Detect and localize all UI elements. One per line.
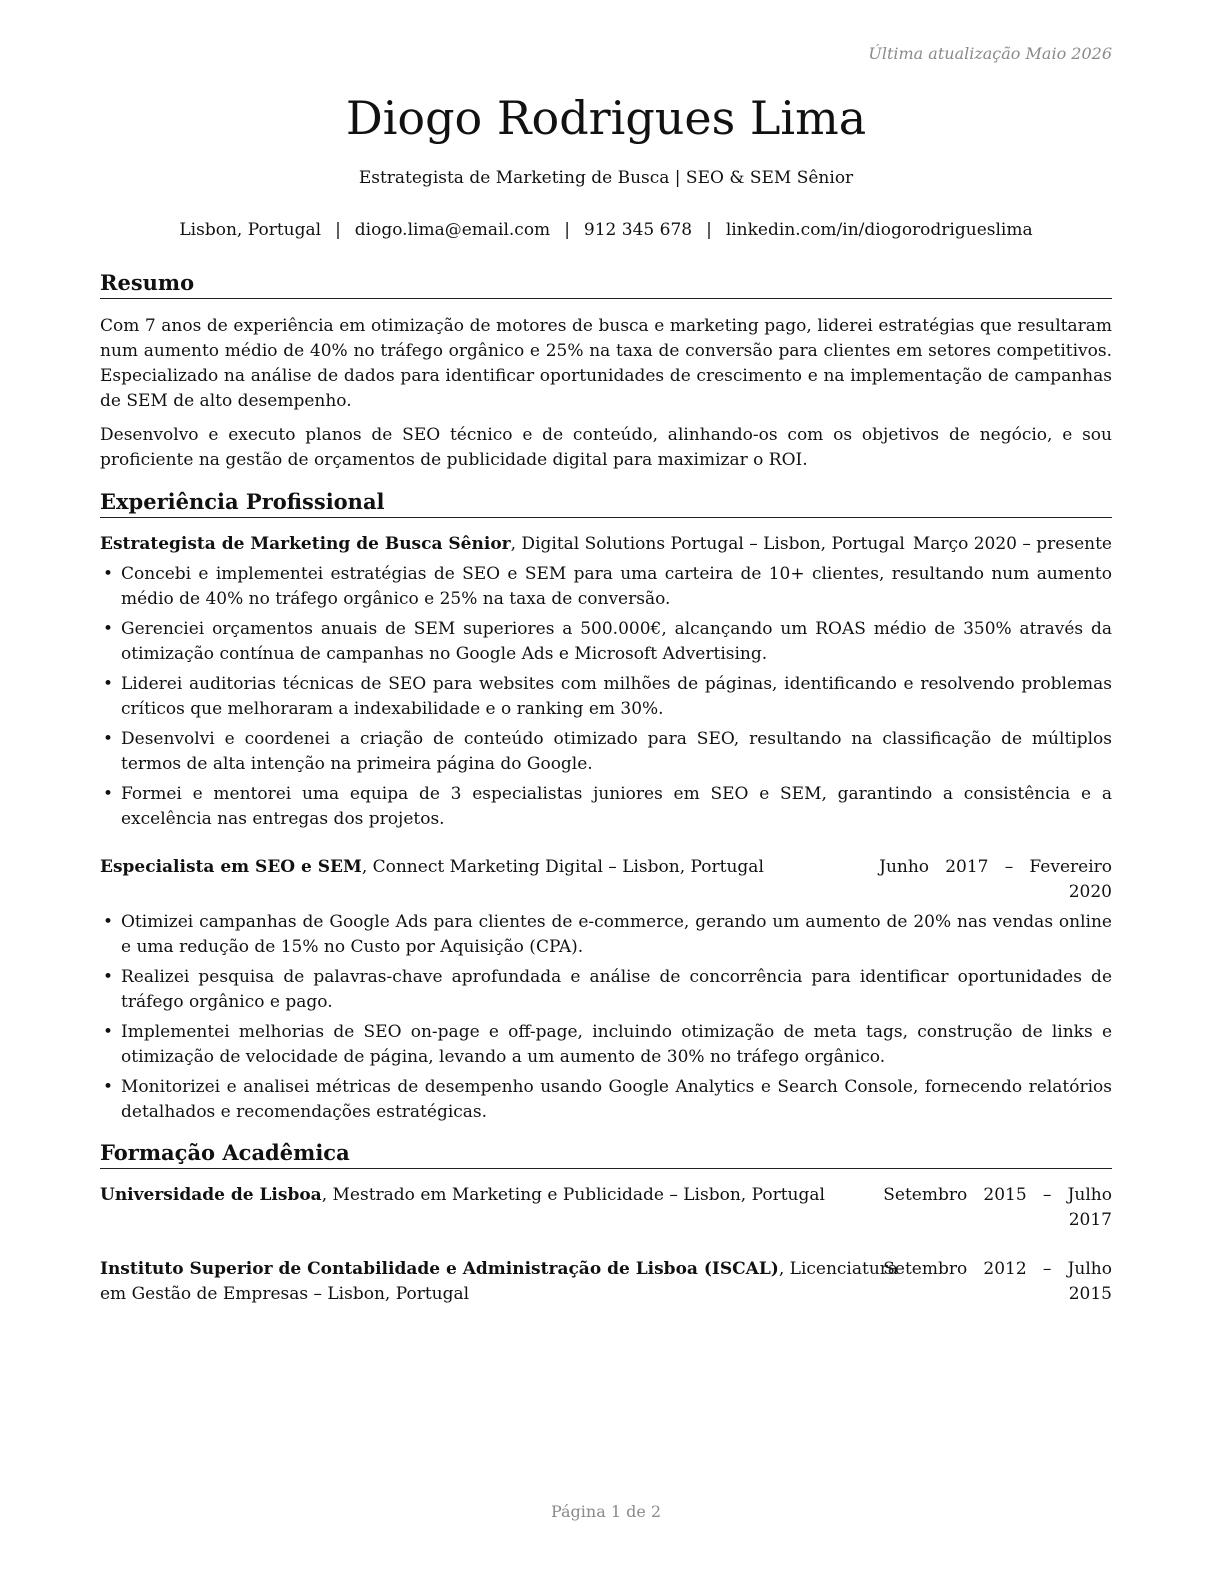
resume-page	[100, 0, 1112, 1584]
section-title-experience: Experiência Profissional	[100, 489, 1112, 518]
list-item: • Realizei pesquisa de palavras-chave aprofundada e análise de concorrência para identificar oportunidades de tráfego orgânico e pago.	[100, 965, 1112, 1015]
education-title-line	[100, 1257, 898, 1307]
contact-location: Lisbon, Portugal	[179, 220, 322, 240]
job-company: , Digital Solutions Portugal – Lisbon, Portugal	[510, 534, 905, 554]
list-item: • Gerenciei orçamentos anuais de SEM superiores a 500.000€, alcançando um ROAS médio de 350% através da otimização contínua de campanhas no Google Ads e Microsoft Advertising.	[100, 617, 1112, 667]
education-degree: , Licenciatura	[778, 1259, 899, 1279]
headline: Estrategista de Marketing de Busca | SEO & SEM Sênior	[358, 168, 854, 188]
education-dates-line: 2017	[1068, 1210, 1112, 1230]
job-title-line	[100, 532, 905, 557]
job-header	[100, 532, 1112, 557]
summary-paragraph: Desenvolvo e executo planos de SEO técnico e de conteúdo, alinhando-os com os objetivos de negócio, e sou proficiente na gestão de orçamentos de publicidade digital para maximizar o ROI.	[100, 425, 1112, 470]
education-dates-line: Setembro 2015 – Julho	[883, 1185, 1112, 1205]
education-dates-line: Setembro 2012 – Julho	[883, 1259, 1112, 1279]
list-item: • Liderei auditorias técnicas de SEO para websites com milhões de páginas, identificando e resolvendo problemas críticos que melhoraram a indexabilidade e o ranking em 30%.	[100, 672, 1112, 722]
education-dates	[883, 1257, 1112, 1307]
contact-email[interactable]: diogo.lima@email.com	[354, 220, 551, 240]
job-dates: Março 2020 – presente	[912, 534, 1112, 554]
education-entry	[100, 1257, 1112, 1307]
education-school: Universidade de Lisboa	[100, 1185, 322, 1205]
contact-linkedin[interactable]: linkedin.com/in/diogorodrigueslima	[725, 220, 1033, 240]
job-dates	[879, 855, 1112, 905]
contact-phone: 912 345 678	[583, 220, 693, 240]
job-dates-line: Junho 2017 – Fevereiro	[879, 857, 1112, 877]
job-bullets	[100, 910, 1112, 1130]
job-title-line	[100, 855, 764, 880]
education-dates-line: 2015	[1068, 1284, 1112, 1304]
last-updated: Última atualização Maio 2026	[868, 44, 1112, 63]
candidate-name: Diogo Rodrigues Lima	[345, 91, 867, 145]
education-degree-cont: em Gestão de Empresas – Lisbon, Portugal	[100, 1284, 470, 1304]
list-item: • Formei e mentorei uma equipa de 3 especialistas juniores em SEO e SEM, garantindo a consistência e a excelência nas entregas dos projetos.	[100, 782, 1112, 832]
education-degree: , Mestrado em Marketing e Publicidade – Lisbon, Portugal	[321, 1185, 825, 1205]
education-school: Instituto Superior de Contabilidade e Administração de Lisboa (ISCAL)	[100, 1259, 779, 1279]
list-item: • Monitorizei e analisei métricas de desempenho usando Google Analytics e Search Console, fornecendo relatórios detalhados e recomendações estratégicas.	[100, 1075, 1112, 1125]
job-role: Especialista em SEO e SEM	[100, 857, 362, 877]
education-title-line	[100, 1183, 825, 1208]
section-title-summary: Resumo	[100, 270, 1112, 299]
job-bullets	[100, 562, 1112, 837]
contact-line	[100, 220, 1112, 240]
job-header	[100, 855, 1112, 905]
page-number: Página 1 de 2	[550, 1502, 662, 1521]
contact-separator: |	[335, 220, 341, 240]
contact-separator: |	[706, 220, 712, 240]
list-item: • Implementei melhorias de SEO on-page e off-page, incluindo otimização de meta tags, construção de links e otimização de velocidade de página, levando a um aumento de 30% no tráfego orgânico.	[100, 1020, 1112, 1070]
list-item: • Otimizei campanhas de Google Ads para clientes de e-commerce, gerando um aumento de 20% nas vendas online e uma redução de 15% no Custo por Aquisição (CPA).	[100, 910, 1112, 960]
job-role: Estrategista de Marketing de Busca Sênior	[100, 534, 511, 554]
education-dates	[883, 1183, 1112, 1233]
education-entry	[100, 1183, 1112, 1233]
job-dates-line: 2020	[1068, 882, 1112, 902]
list-item: • Desenvolvi e coordenei a criação de conteúdo otimizado para SEO, resultando na classificação de múltiplos termos de alta intenção na primeira página do Google.	[100, 727, 1112, 777]
contact-separator: |	[564, 220, 570, 240]
list-item: • Concebi e implementei estratégias de SEO e SEM para uma carteira de 10+ clientes, resultando num aumento médio de 40% no tráfego orgânico e 25% na taxa de conversão.	[100, 562, 1112, 612]
section-title-education: Formação Acadêmica	[100, 1140, 1112, 1169]
job-company: , Connect Marketing Digital – Lisbon, Portugal	[361, 857, 764, 877]
summary-paragraph: Com 7 anos de experiência em otimização de motores de busca e marketing pago, liderei estratégias que resultaram num aumento médio de 40% no tráfego orgânico e 25% na taxa de conversão para clientes em setores competitivos. Especializado na análise de dados para identificar oportunidades de crescimento e na implementação de campanhas de SEM de alto desempenho.	[100, 316, 1112, 411]
